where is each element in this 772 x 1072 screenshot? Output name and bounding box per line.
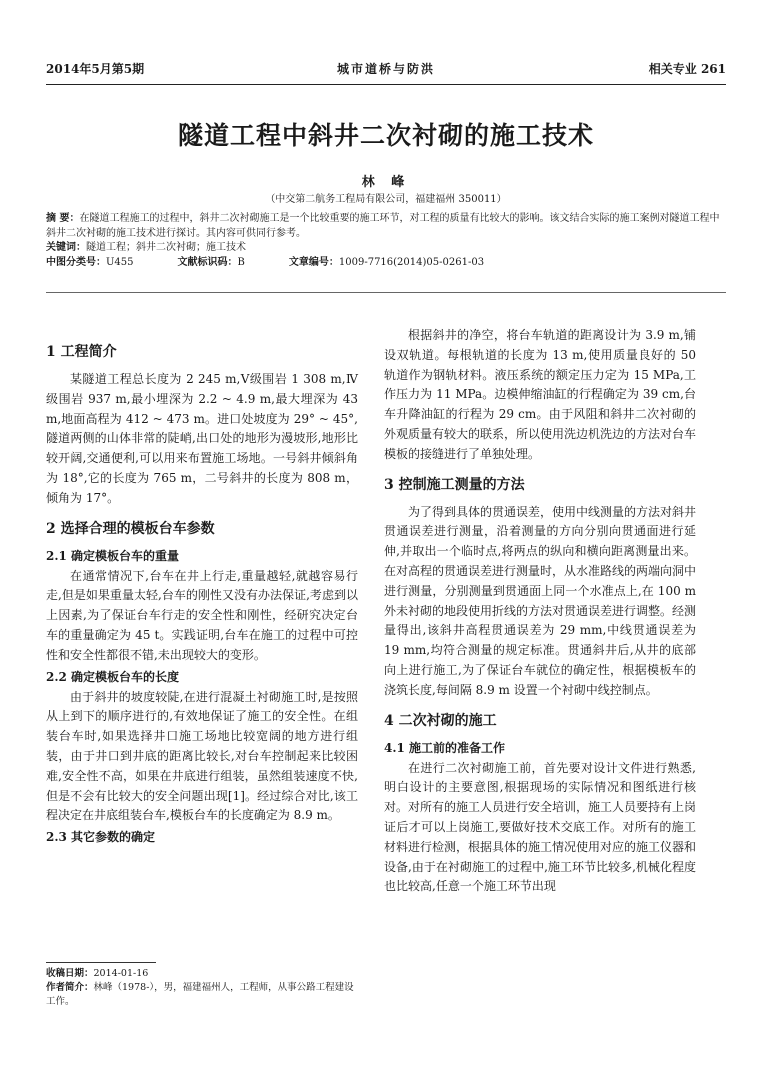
paper-title: 隧道工程中斜井二次衬砌的施工技术 — [177, 121, 594, 150]
body-paragraph: 由于斜井的坡度较陡,在进行混凝土衬砌施工时,是按照从上到下的顺序进行的,有效地保证了施工的安全性。在组装台车时,如果选择井口施工场地比较宽阔的地方进行组装，由于井口到井底的距离比较长,对台车控制起来比较困难,安全性不高，如果在井底进行组装，虽然组装速度不快,但是不会有比较大的安全问题出现[1]。经过综合对比,该工程决定在井底组装台车,模板台车的长度确定为 8.9 m。 — [46, 689, 358, 823]
abstract-text: 在隧道工程施工的过程中，斜井二次衬砌施工是一个比较重要的施工环节，对工程的质量有比较大的影响。该文结合实际的施工案例对隧道工程中斜井二次衬砌的施工技术进行探讨。其内容可供同行参考。 — [46, 213, 720, 239]
section-heading: 1 工程简介 — [46, 344, 117, 360]
keywords-label: 关键词： — [46, 242, 86, 253]
received-date: 收稿日期：2014-01-16 — [46, 968, 149, 979]
doc-code: 文献标识码：B — [177, 256, 245, 268]
body-paragraph: 在通常情况下,台车在井上行走,重量越轻,就越容易行走,但是如果重量太轻,台车的刚性又没有办法保证,考虑到以上因素,为了保证台车行走的安全性和刚性，经研究决定台车的重量确定为 45 t。实践证明,台车在施工的过程中可控性和安全性都很不错,未出现较大的变形。 — [46, 568, 358, 662]
left-column — [46, 326, 358, 848]
keywords — [46, 241, 726, 256]
section-heading: 4 二次衬砌的施工 — [384, 712, 497, 729]
author-name: 林 峰 — [361, 175, 411, 190]
keywords-text: 隧道工程；斜井二次衬砌；施工技术 — [86, 242, 246, 253]
journal-name: 城市道桥与防洪 — [336, 62, 435, 76]
abstract-block — [46, 212, 726, 270]
subsection-heading: 4.1 施工前的准备工作 — [384, 740, 506, 755]
clc-code: 中图分类号：U455 — [46, 256, 134, 268]
abstract-label: 摘 要： — [46, 213, 80, 224]
abstract — [46, 212, 726, 241]
author-bio: 作者简介：林峰（1978-），男，福建福州人，工程师，从事公路工程建设工作。 — [46, 982, 354, 1007]
section-heading: 3 控制施工测量的方法 — [384, 476, 525, 493]
author-affiliation: （中交第二航务工程局有限公司，福建福州 350011） — [265, 194, 507, 205]
right-column — [384, 326, 696, 897]
subsection-heading: 2.1 确定模板台车的重量 — [46, 548, 180, 563]
subsection-heading: 2.3 其它参数的确定 — [46, 830, 156, 845]
issue-label: 2014年5月第5期 — [46, 62, 145, 76]
article-number: 文章编号：1009-7716(2014)05-0261-03 — [288, 256, 485, 268]
abstract-divider — [46, 292, 726, 293]
body-paragraph: 根据斜井的净空，将台车轨道的距离设计为 3.9 m,铺设双轨道。每根轨道的长度为 13 m,使用质量良好的 50 轨道作为钢轨材料。液压系统的额定压力定为 15 MPa,工作压力为 11 MPa。边模伸缩油缸的行程确定为 39 cm,台车升降油缸的行程为 29 cm。由于风阻和斜井二次衬砌的外观质量有较大的联系，所以使用洗边机洗边的方法对台车模板的接缝进行了单独处理。 — [384, 328, 697, 461]
running-header — [46, 60, 726, 85]
body-paragraph: 为了得到具体的贯通误差，使用中线测量的方法对斜井贯通误差进行测量，沿着测量的方向分别向贯通面进行延伸,并取出一个临时点,将两点的纵向和横向距离测量出来。在对高程的贯通误差进行测量时，从水准路线的两端向洞中进行测量，分别测量到贯通面上同一个水准点上,在 100 m 外未衬砌的地段使用折线的方法对贯通误差进行调整。经测量得出,该斜井高程贯通误差为 29 mm,中线贯通误差为 19 mm,均符合测量的规定标准。贯通斜井后,从井的底部向上进行施工,为了保证台车就位的确定性，根据模板车的浇筑长度,每间隔 8.9 m 设置一个衬砌中线控制点。 — [384, 504, 697, 697]
subsection-heading: 2.2 确定模板台车的长度 — [46, 669, 180, 684]
body-paragraph: 在进行二次衬砌施工前，首先要对设计文件进行熟悉,明白设计的主要意图,根据现场的实际情况和图纸进行核对。对所有的施工人员进行安全培训，施工人员要持有上岗证后才可以上岗施工,要做好技术交底工作。对所有的施工材料进行检测，根据具体的施工情况使用对应的施工仪器和设备,由于在衬砌施工的过程中,施工环节比较多,机械化程度也比较高,任意一个施工环节出现 — [384, 760, 697, 894]
body-paragraph: 某隧道工程总长度为 2 245 m,Ⅴ级围岩 1 308 m,Ⅳ级围岩 937 m,最小埋深为 2.2 ~ 4.9 m,最大埋深为 43 m,地面高程为 412 ~ 473 m。进口处坡度为 29° ~ 45°,隧道两侧的山体非常的陡峭,出口处的地形为漫坡形,地形比较开阔,交通便利,可以用来布置施工场地。一号斜井倾斜角为 18°,它的长度为 765 m，二号斜井的长度为 808 m，倾角为 17°。 — [46, 372, 358, 505]
section-heading: 2 选择合理的模板台车参数 — [46, 520, 215, 537]
classification-row — [46, 256, 726, 271]
section-page: 相关专业 261 — [648, 62, 726, 76]
footnote-rule — [46, 962, 156, 963]
footnote — [46, 962, 358, 1009]
